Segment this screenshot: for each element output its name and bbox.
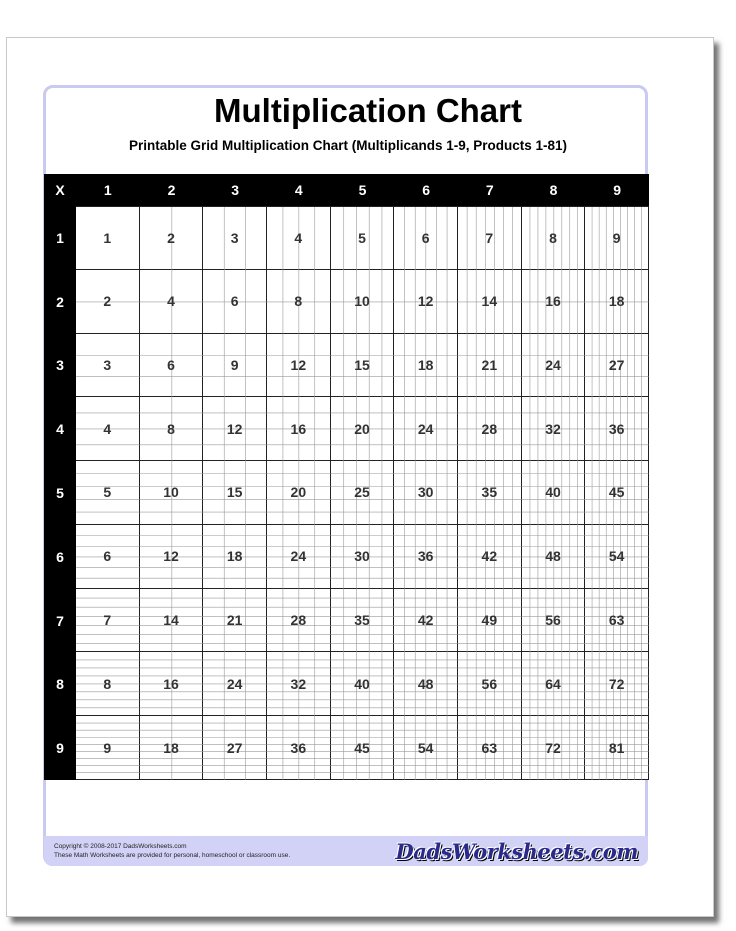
- product-cell: [203, 589, 267, 653]
- product-value: 72: [545, 739, 561, 756]
- product-value: 56: [545, 612, 561, 629]
- product-value: 28: [290, 612, 307, 629]
- product-cell: [76, 397, 140, 461]
- product-cell: [140, 206, 204, 270]
- product-value: 72: [608, 675, 625, 692]
- product-cell: [267, 652, 331, 716]
- product-cell: [394, 461, 458, 525]
- product-value: 56: [481, 675, 498, 692]
- product-value: 24: [417, 420, 434, 437]
- product-cell: [203, 270, 267, 334]
- product-cell: [76, 206, 140, 270]
- product-cell: [76, 716, 140, 780]
- product-value: 35: [481, 484, 498, 501]
- product-value: 5: [103, 484, 112, 501]
- product-value: 64: [545, 675, 561, 692]
- product-cell: [522, 461, 586, 525]
- product-cell: [585, 716, 649, 780]
- product-value: 4: [167, 293, 175, 310]
- product-cell: [203, 461, 267, 525]
- product-cell: [76, 525, 140, 589]
- product-cell: [458, 461, 522, 525]
- product-value: 48: [417, 675, 434, 692]
- product-cell: [458, 589, 522, 653]
- product-value: 2: [167, 229, 175, 246]
- product-cell: [76, 652, 140, 716]
- product-value: 63: [608, 612, 625, 629]
- product-value: 18: [163, 739, 179, 756]
- product-value: 15: [354, 356, 370, 373]
- product-cell: [203, 397, 267, 461]
- product-value: 20: [354, 420, 370, 437]
- product-value: 4: [103, 420, 112, 437]
- product-cell: [585, 525, 649, 589]
- product-cell: [394, 334, 458, 398]
- product-cell: [267, 270, 331, 334]
- product-value: 12: [290, 356, 307, 373]
- product-cell: [267, 206, 331, 270]
- product-cell: [458, 716, 522, 780]
- column-header: 5: [358, 182, 367, 198]
- product-cell: [458, 525, 522, 589]
- product-value: 12: [417, 293, 434, 310]
- product-cell: [458, 206, 522, 270]
- product-cell: [140, 716, 204, 780]
- product-value: 9: [612, 229, 621, 246]
- product-cell: [585, 397, 649, 461]
- product-value: 30: [417, 484, 434, 501]
- product-cell: [522, 270, 586, 334]
- product-value: 35: [354, 612, 370, 629]
- column-header: 2: [167, 182, 176, 198]
- product-cell: [458, 652, 522, 716]
- product-cell: [140, 525, 204, 589]
- product-value: 28: [481, 420, 498, 437]
- product-cell: [522, 397, 586, 461]
- product-cell: [331, 397, 395, 461]
- product-value: 27: [608, 356, 625, 373]
- product-cell: [140, 270, 204, 334]
- product-cell: [585, 461, 649, 525]
- row-header: 7: [56, 612, 64, 629]
- product-value: 8: [549, 229, 557, 246]
- product-value: 21: [226, 612, 243, 629]
- product-value: 8: [167, 420, 175, 437]
- product-cell: [522, 206, 586, 270]
- product-cell: [394, 397, 458, 461]
- product-value: 24: [226, 675, 243, 692]
- product-cell: [267, 525, 331, 589]
- product-cell: [458, 334, 522, 398]
- product-cell: [331, 206, 395, 270]
- product-value: 2: [103, 293, 112, 310]
- product-cell: [458, 397, 522, 461]
- product-cell: [267, 461, 331, 525]
- product-cell: [331, 461, 395, 525]
- column-header: 7: [485, 182, 494, 198]
- product-value: 45: [608, 484, 625, 501]
- product-cell: [394, 652, 458, 716]
- product-value: 30: [354, 548, 370, 565]
- product-value: 21: [481, 356, 498, 373]
- corner-label: X: [55, 182, 65, 198]
- product-value: 8: [103, 675, 112, 692]
- product-value: 1: [103, 229, 112, 246]
- product-value: 45: [354, 739, 370, 756]
- product-cell: [331, 589, 395, 653]
- column-header: 3: [231, 182, 240, 198]
- product-value: 14: [481, 293, 498, 310]
- product-value: 6: [230, 293, 239, 310]
- product-cell: [140, 652, 204, 716]
- product-cell: [394, 716, 458, 780]
- product-cell: [331, 334, 395, 398]
- product-cell: [458, 270, 522, 334]
- product-value: 40: [354, 675, 370, 692]
- row-header: 3: [56, 357, 64, 374]
- product-value: 16: [545, 293, 561, 310]
- product-cell: [522, 716, 586, 780]
- row-header: 6: [56, 548, 64, 565]
- product-cell: [203, 334, 267, 398]
- column-header: 9: [613, 182, 622, 198]
- product-value: 36: [608, 420, 625, 437]
- product-value: 12: [163, 548, 179, 565]
- product-cell: [331, 270, 395, 334]
- product-cell: [76, 270, 140, 334]
- product-cell: [203, 652, 267, 716]
- logo-text: DadsWorksheets.com: [395, 839, 638, 864]
- product-cell: [522, 652, 586, 716]
- product-value: 9: [103, 739, 112, 756]
- product-cell: [267, 589, 331, 653]
- product-value: 63: [481, 739, 498, 756]
- site-logo[interactable]: [396, 839, 638, 864]
- product-value: 20: [290, 484, 307, 501]
- product-cell: [522, 525, 586, 589]
- product-cell: [76, 461, 140, 525]
- product-cell: [585, 206, 649, 270]
- product-value: 27: [226, 739, 243, 756]
- product-value: 24: [545, 356, 561, 373]
- usage-notice: These Math Worksheets are provided for personal, homeschool or classroom use.: [54, 852, 291, 859]
- product-value: 6: [421, 229, 430, 246]
- product-value: 10: [354, 293, 370, 310]
- column-header: 6: [422, 182, 431, 198]
- product-value: 5: [358, 229, 366, 246]
- product-cell: [267, 334, 331, 398]
- product-cell: [267, 716, 331, 780]
- product-value: 54: [417, 739, 434, 756]
- product-value: 10: [163, 484, 179, 501]
- page-title: Multiplication Chart: [214, 92, 522, 129]
- product-cell: [585, 334, 649, 398]
- product-cell: [585, 652, 649, 716]
- column-header: 4: [294, 182, 303, 198]
- product-value: 32: [545, 420, 561, 437]
- product-value: 40: [545, 484, 561, 501]
- product-value: 15: [226, 484, 243, 501]
- product-value: 36: [290, 739, 307, 756]
- product-value: 32: [290, 675, 307, 692]
- product-value: 36: [417, 548, 434, 565]
- product-value: 18: [226, 548, 243, 565]
- product-cell: [203, 716, 267, 780]
- product-value: 3: [230, 229, 239, 246]
- product-cell: [585, 270, 649, 334]
- product-value: 14: [163, 612, 179, 629]
- product-cell: [331, 716, 395, 780]
- product-value: 12: [226, 420, 243, 437]
- row-header: 1: [56, 229, 64, 246]
- product-cell: [394, 525, 458, 589]
- product-value: 18: [417, 356, 434, 373]
- product-cell: [140, 461, 204, 525]
- product-cell: [203, 525, 267, 589]
- product-cell: [331, 652, 395, 716]
- product-cell: [76, 334, 140, 398]
- product-value: 6: [103, 548, 112, 565]
- product-value: 25: [354, 484, 370, 501]
- product-value: 42: [417, 612, 434, 629]
- row-header: 4: [56, 421, 64, 438]
- page-subtitle: Printable Grid Multiplication Chart (Multiplicands 1-9, Products 1-81): [128, 138, 568, 153]
- product-cell: [140, 589, 204, 653]
- column-header: 8: [549, 182, 558, 198]
- row-header: 8: [56, 676, 64, 693]
- copyright-text: Copyright © 2008-2017 DadsWorksheets.com: [54, 843, 187, 850]
- product-value: 54: [608, 548, 625, 565]
- product-value: 16: [163, 675, 179, 692]
- product-value: 4: [294, 229, 303, 246]
- product-cell: [394, 270, 458, 334]
- row-header: 5: [56, 484, 64, 501]
- product-cell: [331, 525, 395, 589]
- product-cell: [394, 589, 458, 653]
- product-value: 3: [103, 356, 112, 373]
- product-value: 8: [294, 293, 303, 310]
- product-value: 42: [481, 548, 498, 565]
- product-value: 9: [230, 356, 239, 373]
- product-value: 18: [608, 293, 625, 310]
- product-value: 7: [103, 612, 112, 629]
- product-value: 7: [485, 229, 494, 246]
- footer: [44, 836, 648, 866]
- product-value: 6: [167, 356, 175, 373]
- product-value: 49: [481, 612, 498, 629]
- product-value: 81: [608, 739, 625, 756]
- product-cell: [585, 589, 649, 653]
- row-header: 2: [56, 293, 64, 310]
- product-value: 24: [290, 548, 307, 565]
- product-cell: [203, 206, 267, 270]
- multiplication-grid: [44, 174, 649, 780]
- product-cell: [394, 206, 458, 270]
- product-cell: [76, 589, 140, 653]
- product-cell: [522, 334, 586, 398]
- product-value: 16: [290, 420, 307, 437]
- column-header: 1: [103, 182, 112, 198]
- row-header: 9: [56, 740, 64, 757]
- product-cell: [267, 397, 331, 461]
- product-cell: [140, 334, 204, 398]
- product-cell: [140, 397, 204, 461]
- product-value: 48: [545, 548, 561, 565]
- product-cell: [522, 589, 586, 653]
